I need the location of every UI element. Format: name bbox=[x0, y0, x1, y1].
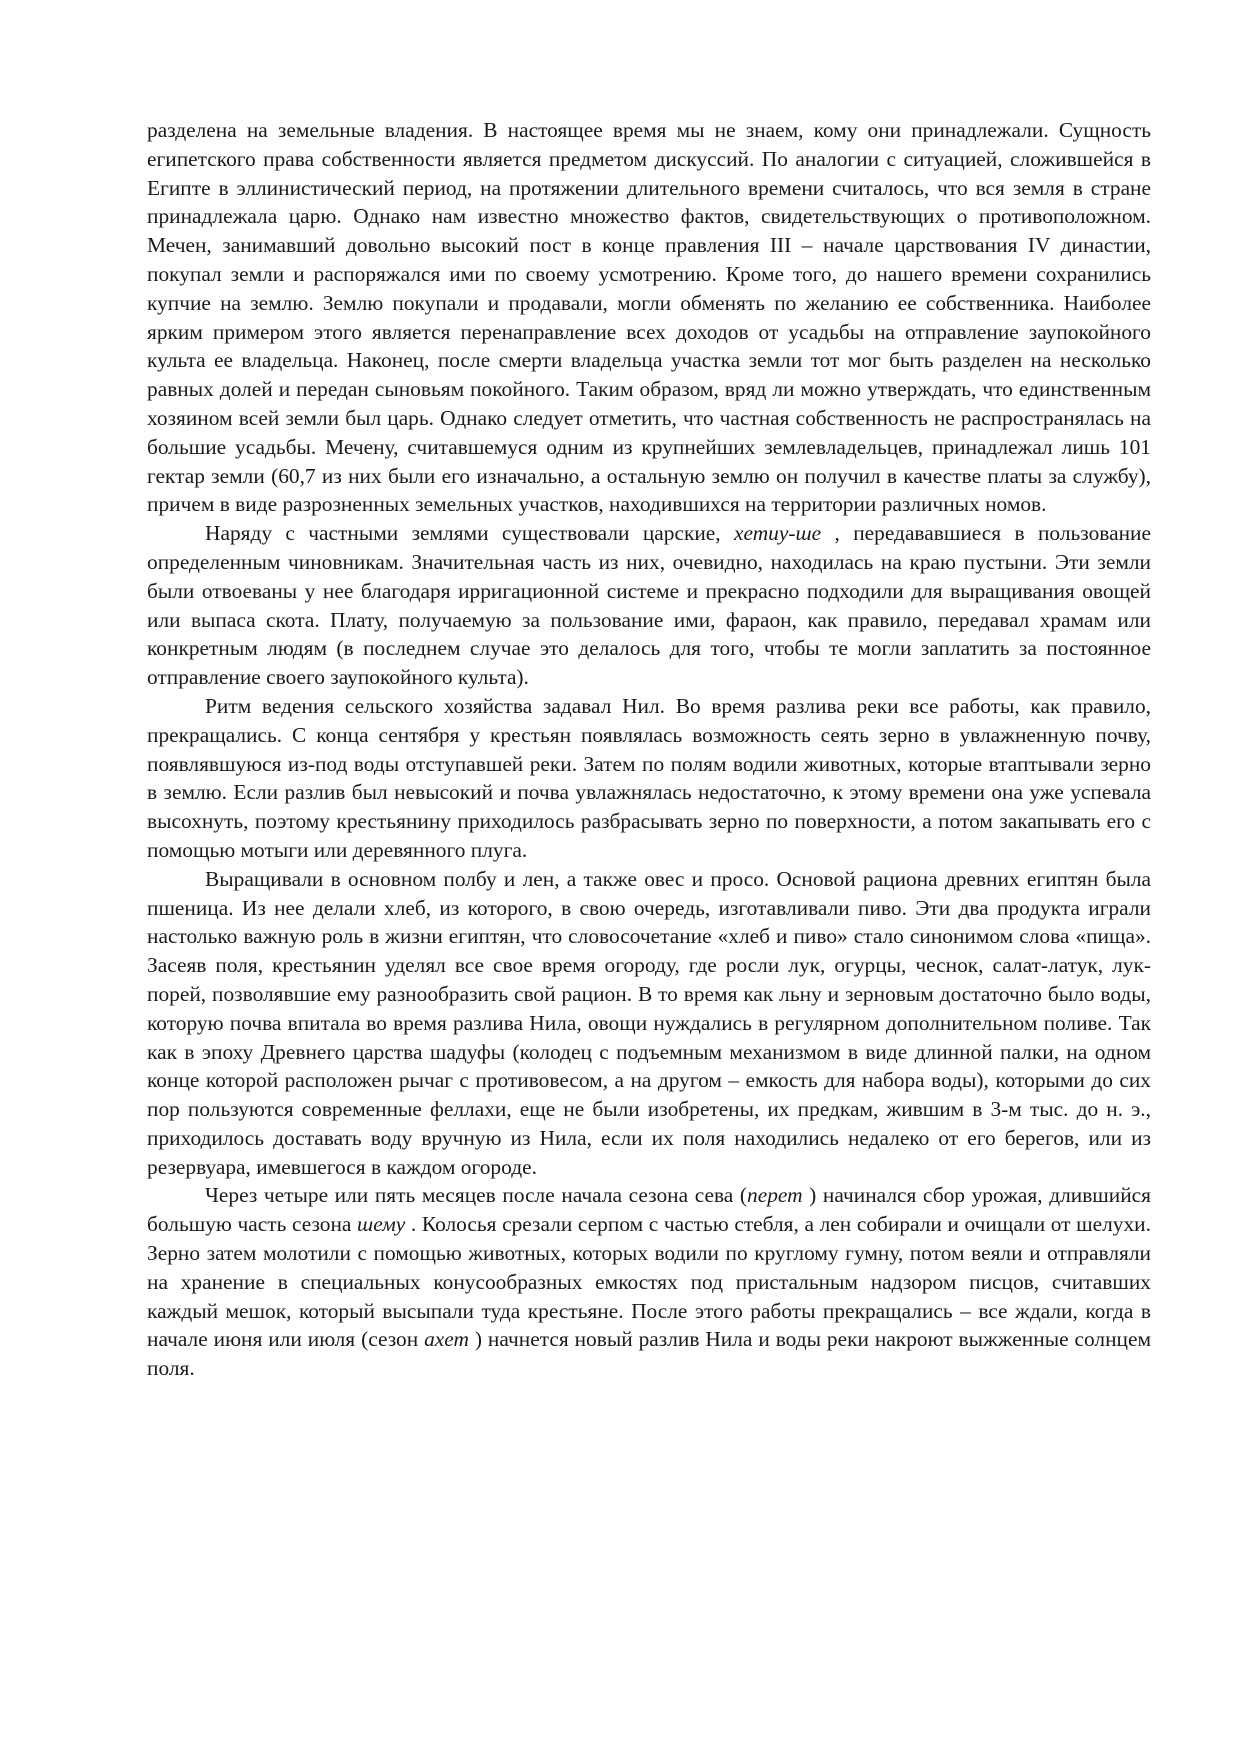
term-akhet: ахет bbox=[424, 1327, 469, 1352]
paragraph-land-ownership bbox=[147, 116, 1151, 519]
term-peret: перет bbox=[747, 1183, 803, 1208]
paragraph-text: ) начнется новый разлив Нила и воды реки накроют выжженные солнцем поля. bbox=[147, 1327, 1151, 1381]
document-page bbox=[147, 116, 1151, 1383]
paragraph-text: разделена на земельные владения. В настоящее время мы не знаем, кому они принадлежали. Сущность египетского права собственности является предметом дискуссий. По аналогии с ситуацией, сложившейся в Египте в эллинистический период, на протяжении длительного времени считалось, что вся земля в стране принадлежала царю. Однако нам известно множество фактов, свидетельствующих о противоположном. Мечен, занимавший довольно высокий пост в конце правления III – начале царствования IV династии, покупал земли и распоряжался ими по своему усмотрению. Кроме того, до нашего времени сохранились купчие на землю. Землю покупали и продавали, могли обменять по желанию ее собственника. Наиболее ярким примером этого является перенаправление всех доходов от усадьбы на отправление заупокойного культа ее владельца. Наконец, после смерти владельца участка земли тот мог быть разделен на несколько равных долей и передан сыновьям покойного. Таким образом, вряд ли можно утверждать, что единственным хозяином всей земли был царь. Однако следует отметить, что частная собственность не распространялась на большие усадьбы. Мечену, считавшемуся одним из крупнейших землевладельцев, принадлежал лишь 101 гектар земли (60,7 из них были его изначально, а остальную землю он получил в качестве платы за службу), причем в виде разрозненных земельных участков, находившихся на территории различных номов. bbox=[147, 118, 1151, 517]
term-hetiu-she: хетиу-ше bbox=[734, 521, 822, 546]
paragraph-text: Через четыре или пять месяцев после начала сезона сева ( bbox=[205, 1183, 748, 1208]
paragraph-text: , передававшиеся в пользование определенным чиновникам. Значительная часть из них, очевидно, находилась на краю пустыни. Эти земли были отвоеваны у нее благодаря ирригационной системе и прекрасно подходили для выращивания овощей или выпаса скота. Плату, получаемую за пользование ими, фараон, как правило, передавал храмам или конкретным людям (в последнем случае это делалось для того, чтобы те могли заплатить за постоянное отправление своего заупокойного культа). bbox=[147, 521, 1151, 690]
paragraph-crops bbox=[147, 865, 1151, 1182]
term-shemu: шему bbox=[357, 1212, 406, 1237]
paragraph-royal-lands bbox=[147, 519, 1151, 692]
paragraph-nile-rhythm bbox=[147, 692, 1151, 865]
paragraph-harvest bbox=[147, 1181, 1151, 1383]
paragraph-text: Наряду с частными землями существовали царские, bbox=[205, 521, 734, 546]
paragraph-text: . Колосья срезали серпом с частью стебля, а лен собирали и очищали от шелухи. Зерно затем молотили с помощью животных, которых водили по круглому гумну, потом веяли и отправляли на хранение в специальных конусообразных емкостях под пристальным надзором писцов, считавших каждый мешок, который высыпали туда крестьяне. После этого работы прекращались – все ждали, когда в начале июня или июля (сезон bbox=[147, 1212, 1151, 1352]
paragraph-text: Ритм ведения сельского хозяйства задавал Нил. Во время разлива реки все работы, как правило, прекращались. С конца сентября у крестьян появлялась возможность сеять зерно в увлажненную почву, появлявшуюся из-под воды отступавшей реки. Затем по полям водили животных, которые втаптывали зерно в землю. Если разлив был невысокий и почва увлажнялась недостаточно, к этому времени она уже успевала высохнуть, поэтому крестьянину приходилось разбрасывать зерно по поверхности, а потом закапывать его с помощью мотыги или деревянного плуга. bbox=[147, 693, 1151, 862]
paragraph-text: ) начинался сбор урожая, длившийся большую часть сезона bbox=[147, 1183, 1151, 1237]
paragraph-text: Выращивали в основном полбу и лен, а также овес и просо. Основой рациона древних египтян была пшеница. Из нее делали хлеб, из которого, в свою очередь, изготавливали пиво. Эти два продукта играли настолько важную роль в жизни египтян, что словосочетание «хлеб и пиво» стало синонимом слова «пища». Засеяв поля, крестьянин уделял все свое время огороду, где росли лук, огурцы, чеснок, салат-латук, лук-порей, позволявшие ему разнообразить свой рацион. В то время как льну и зерновым достаточно было воды, которую почва впитала во время разлива Нила, овощи нуждались в регулярном дополнительном поливе. Так как в эпоху Древнего царства шадуфы (колодец с подъемным механизмом в виде длинной палки, на одном конце которой расположен рычаг с противовесом, а на другом – емкость для набора воды), которыми до сих пор пользуются современные феллахи, еще не были изобретены, их предкам, жившим в 3-м тыс. до н. э., приходилось доставать воду вручную из Нила, если их поля находились недалеко от его берегов, или из резервуара, имевшегося в каждом огороде. bbox=[147, 866, 1151, 1179]
